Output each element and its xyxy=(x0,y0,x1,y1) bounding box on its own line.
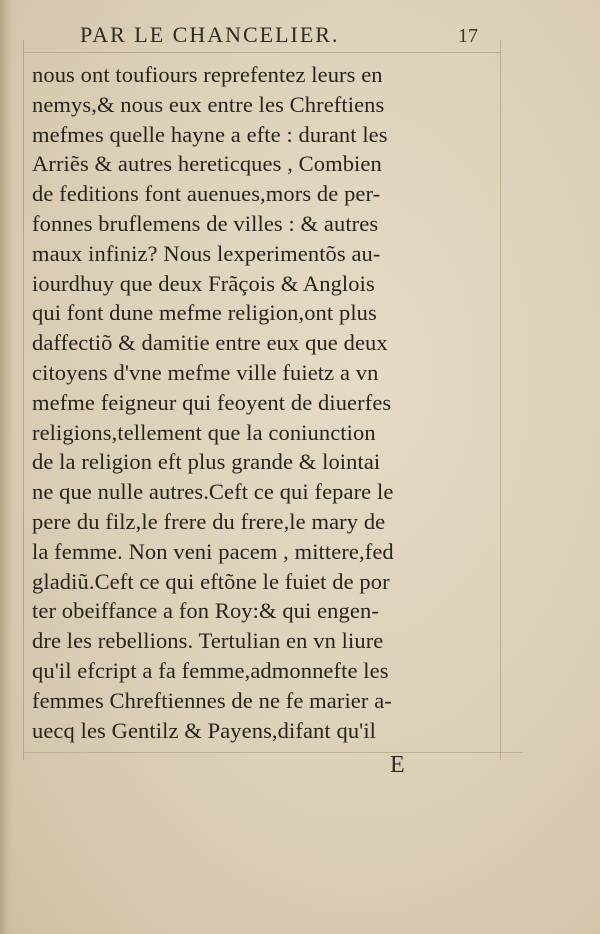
text-line: de la religion eft plus grande & lointai xyxy=(32,449,381,475)
text-line: qui font dune mefme religion,ont plus xyxy=(32,300,377,326)
binding-gutter xyxy=(0,0,14,934)
text-line: fonnes bruflemens de villes : & autres xyxy=(32,210,379,236)
text-line: citoyens d'vne mefme ville fuietz a vn xyxy=(32,359,379,385)
text-line: la femme. Non veni pacem , mittere,fed xyxy=(32,538,394,564)
text-line: femmes Chreftiennes de ne fe marier a- xyxy=(32,687,392,713)
running-head: PAR LE CHANCELIER. xyxy=(80,22,340,47)
bottom-rule xyxy=(23,752,523,753)
text-line: pere du filz,le frere du frere,le mary de xyxy=(32,508,386,534)
text-line: Arriẽs & autres hereticques , Combien xyxy=(32,151,382,177)
text-line: maux infiniz? Nous lexperimentõs au- xyxy=(32,240,381,266)
text-line: gladiũ.Ceft ce qui eftõne le fuiet de por xyxy=(32,568,390,594)
text-line: mefme feigneur qui feoyent de diuerfes xyxy=(32,389,392,415)
text-line: qu'il efcript a fa femme,admonnefte les xyxy=(32,657,389,683)
text-line: religions,tellement que la coniunction xyxy=(32,419,376,445)
top-rule xyxy=(23,52,501,53)
text-line: uecq les Gentilz & Payens,difant qu'il xyxy=(32,717,377,743)
page-number: 17 xyxy=(458,25,478,47)
text-line: mefmes quelle hayne a efte : durant les xyxy=(32,121,388,147)
text-line: daffectiõ & damitie entre eux que deux xyxy=(32,330,388,356)
text-line: nemys,& nous eux entre les Chreftiens xyxy=(32,91,385,117)
text-line: iourdhuy que deux Frãçois & Anglois xyxy=(32,270,375,296)
text-line: ter obeiffance a fon Roy:& qui engen- xyxy=(32,598,379,624)
text-line: dre les rebellions. Tertulian en vn liure xyxy=(32,628,384,654)
left-margin-rule xyxy=(23,40,24,760)
text-line: nous ont toufiours reprefentez leurs en xyxy=(32,62,383,87)
text-line: ne que nulle autres.Ceft ce qui fepare le xyxy=(32,479,394,505)
text-line: de feditions font auenues,mors de per- xyxy=(32,181,381,207)
signature-mark: E xyxy=(390,752,405,778)
text-block xyxy=(32,60,502,745)
